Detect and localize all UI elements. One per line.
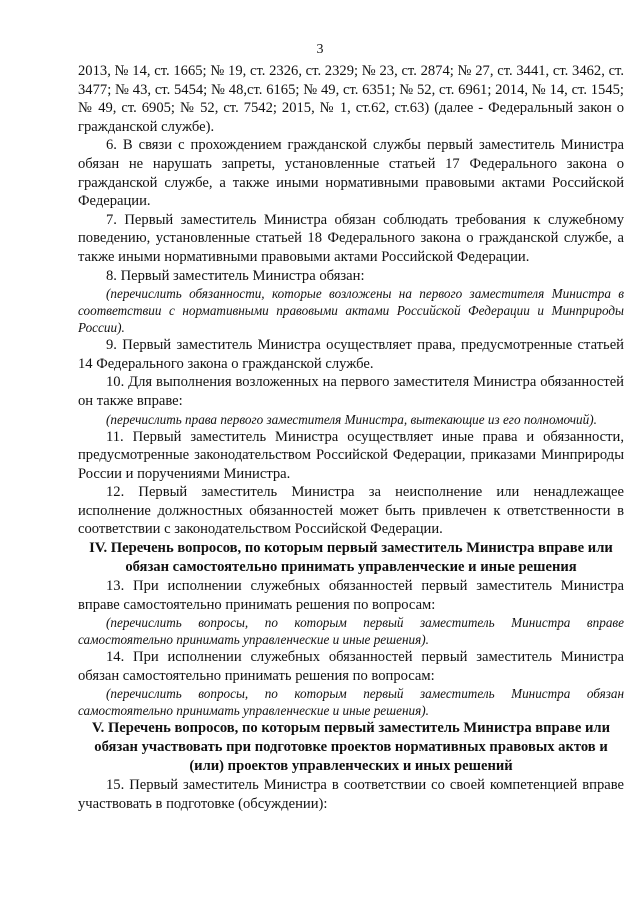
paragraph-10: 10. Для выполнения возложенных на первого заместителя Министра обязанностей он также вправе: xyxy=(78,374,624,409)
paragraph-8-note: (перечислить обязанности, которые возложены на первого заместителя Министра в соответствии с нормативными правовыми актами Российской Федерации и Минприроды России). xyxy=(78,286,624,336)
document-body xyxy=(78,62,624,814)
paragraph-10-note: (перечислить права первого заместителя Министра, вытекающие из его полномочий). xyxy=(106,411,597,427)
section-heading-v: V. Перечень вопросов, по которым первый заместитель Министра вправе или обязан участвовать при подготовке проектов нормативных правовых актов и (или) проектов управленческих и иных решений xyxy=(92,720,610,775)
paragraph-13-note: (перечислить вопросы, по которым первый заместитель Министра вправе самостоятельно принимать управленческие и иные решения). xyxy=(78,615,624,648)
paragraph-15: 15. Первый заместитель Министра в соответствии со своей компетенцией вправе участвовать в подготовке (обсуждении): xyxy=(78,777,624,813)
page-number: 3 xyxy=(316,42,324,57)
paragraph-9: 9. Первый заместитель Министра осуществляет права, предусмотренные статьей 14 Федерального закона о гражданской службе. xyxy=(78,337,624,372)
paragraph-7: 7. Первый заместитель Министра обязан соблюдать требования к служебному поведению, установленные статьей 18 Федерального закона о гражданской службе, а также иными нормативными правовыми актами Российской Федерации. xyxy=(78,211,624,265)
paragraph-12: 12. Первый заместитель Министра за неисполнение или ненадлежащее исполнение должностных обязанностей может быть привлечен к ответственности в соответствии с законодательством Российской Федерации. xyxy=(78,484,624,538)
paragraph-11: 11. Первый заместитель Министра осуществляет иные права и обязанности, предусмотренные законодательством Российской Федерации, приказами Минприроды России и поручениями Министра. xyxy=(78,428,624,482)
paragraph-6: 6. В связи с прохождением гражданской службы первый заместитель Министра обязан не нарушать запреты, установленные статьей 17 Федерального закона о гражданской службе, а также иными нормативными правовыми актами Российской Федерации. xyxy=(78,137,624,210)
paragraph-14-note: (перечислить вопросы, по которым первый заместитель Министра обязан самостоятельно принимать управленческие и иные решения). xyxy=(78,686,624,719)
paragraph-13: 13. При исполнении служебных обязанностей первый заместитель Министра вправе самостоятельно принимать решения по вопросам: xyxy=(78,578,624,613)
paragraph-8: 8. Первый заместитель Министра обязан: xyxy=(106,267,365,284)
paragraph-14: 14. При исполнении служебных обязанностей первый заместитель Министра обязан самостоятельно принимать решения по вопросам: xyxy=(78,649,624,684)
paragraph-continuation: 2013, № 14, ст. 1665; № 19, ст. 2326, ст. 2329; № 23, ст. 2874; № 27, ст. 3441, ст. 3462, ст. 3477; № 43, ст. 5454; № 48,ст. 6165; № 49, ст. 6351; № 52, ст. 6961; 2014, № 14, ст. 1545; № 49, ст. 6905; № 52, ст. 7542; 2015, № 1, ст.62, ст.63) (далее - Федеральный закон о гражданской службе). xyxy=(78,63,624,135)
section-heading-iv: IV. Перечень вопросов, по которым первый заместитель Министра вправе или обязан самостоятельно принимать управленческие и иные решения xyxy=(89,540,613,576)
